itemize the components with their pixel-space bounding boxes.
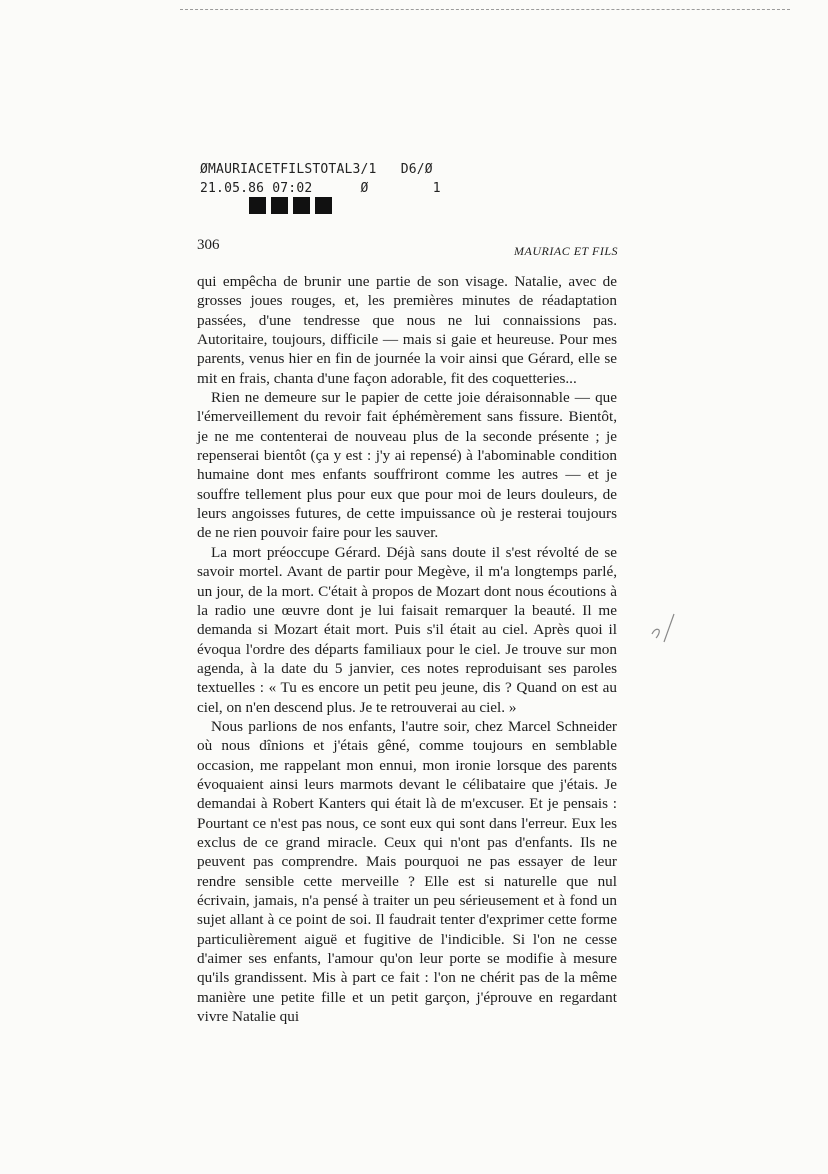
paragraph: Nous parlions de nos enfants, l'autre soir, chez Marcel Schneider où nous dînions et j'étais gêné, comme toujours en semblable occasion, me rappelant mon ennui, mon ironie lorsque des parents évoquaient ainsi leurs marmots devant le célibataire que j'étais. Je demandai à Robert Kanters qui était là de m'excuser. Et je pensais : Pourtant ce n'est pas nous, ce sont eux qui sont dans l'erreur. Eux les exclus de ce grand miracle. Ceux qui n'ont pas d'enfants. Ils ne peuvent pas comprendre. Mais pourquoi ne pas essayer de leur rendre sensible cette merveille ? Elle est si naturelle que nul écrivain, jamais, n'a pensé à traiter un peu sérieusement et à fond un sujet allant à ce point de soi. Il faudrait tenter d'exprimer cette forme particulièrement aiguë et fugitive de l'indicible. Si l'on ne cesse d'aimer ses enfants, l'amour qu'on leur porte se modifie à mesure qu'ils grandissent. Mis à part ce fait : l'on ne chérit pas de la même manière une petite fille et un petit garçon, j'éprouve en regardant vivre Natalie qui: [197, 717, 617, 1026]
registration-block: [249, 197, 266, 214]
paragraph: Rien ne demeure sur le papier de cette joie déraisonnable — que l'émerveillement du revoir fait éphémèrement sans fissure. Bientôt, je ne me contenterai de nouveau plus de la seconde présente ; je repenserai bientôt (ça y est : j'y ai repensé) à l'abominable condition humaine dont mes enfants souffriront comme les autres — et je souffre tellement plus pour eux que pour moi de leurs douleurs, de leurs angoisses futures, de cette impuissance où je resterai toujours de ne rien pouvoir faire pour les sauver.: [197, 389, 617, 542]
margin-pencil-mark: [650, 612, 678, 646]
stamp-page-code: 1: [432, 181, 441, 196]
typeset-stamp-line-2: [200, 181, 441, 196]
stamp-mid-code: Ø: [360, 181, 369, 196]
body-text: [197, 272, 617, 1026]
paragraph: La mort préoccupe Gérard. Déjà sans doute il s'est révolté de se savoir mortel. Avant de partir pour Megève, il m'a longtemps parlé, un jour, de la mort. C'était à propos de Mozart dont nous écoutions à la radio une œuvre dont je lui faisait remarquer la beauté. Il me demanda si Mozart était mort. Puis s'il était au ciel. Après quoi il évoqua l'ordre des départs familiaux pour le ciel. Je trouve sur mon agenda, à la date du 5 janvier, ces notes reproduisant ses paroles textuelles : « Tu es encore un petit peu jeune, dis ? Quand on est au ciel, on n'en descend plus. Je te retrouverai au ciel. »: [197, 543, 617, 716]
page-number: 306: [197, 237, 220, 253]
paragraph: qui empêcha de brunir une partie de son visage. Natalie, avec de grosses joues rouges, et, les premières minutes de réadaptation passées, d'une tendresse que nous ne lui connaissions pas. Autoritaire, toujours, difficile — mais si gaie et heureuse. Pour mes parents, venus hier en fin de journée la voir ainsi que Gérard, elle se mit en frais, chanta d'une façon adorable, fit des coquetteries...: [197, 273, 617, 387]
stamp-file-code: ØMAURIACETFILSTOTAL3/1: [200, 162, 377, 177]
typeset-stamp-line-1: [200, 162, 433, 177]
stamp-date-time: 21.05.86 07:02: [200, 181, 313, 196]
stamp-sheet-code: D6/Ø: [400, 162, 433, 177]
registration-block: [315, 197, 332, 214]
registration-blocks: [249, 197, 332, 214]
scan-top-edge: [180, 9, 790, 10]
registration-block: [271, 197, 288, 214]
registration-block: [293, 197, 310, 214]
running-head: MAURIAC ET FILS: [514, 244, 618, 258]
